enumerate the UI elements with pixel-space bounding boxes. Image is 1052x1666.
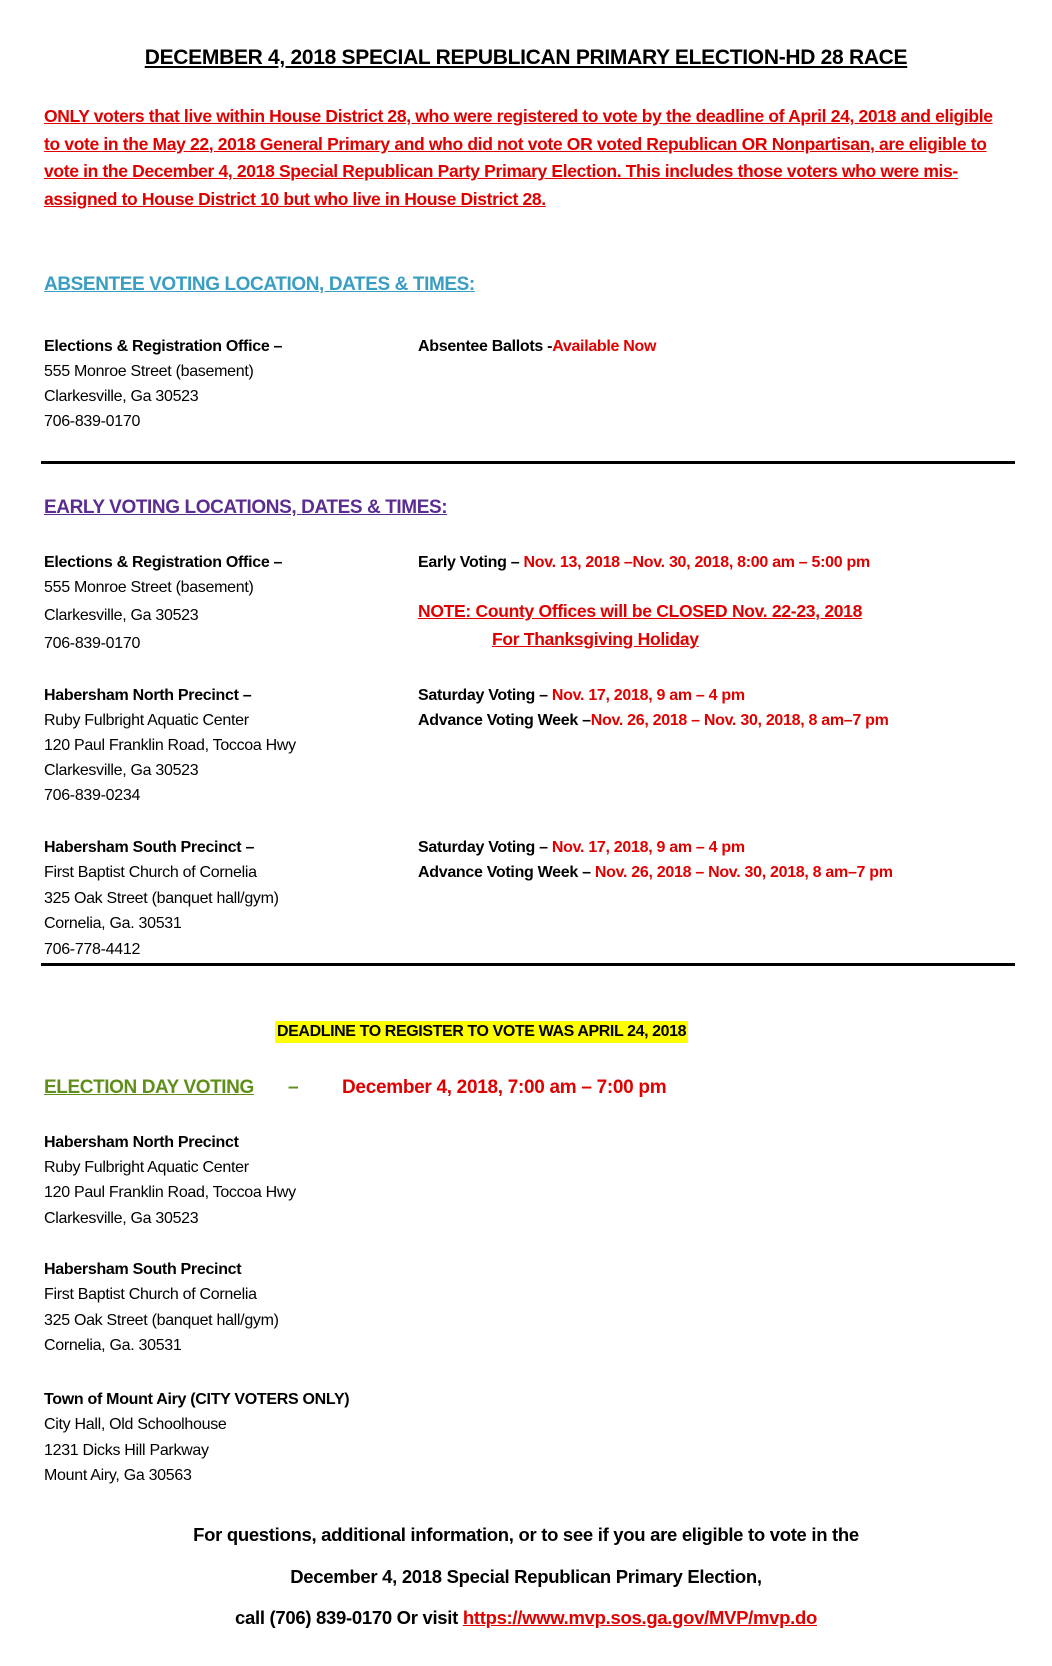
schedule-value: Nov. 13, 2018 –Nov. 30, 2018, 8:00 am – 5:00 pm: [523, 554, 870, 571]
early-voting-heading: EARLY VOTING LOCATIONS, DATES & TIMES:: [44, 497, 448, 518]
absentee-ballots-label: Absentee Ballots -: [418, 338, 553, 355]
eligibility-notice: ONLY voters that live within House District 28, who were registered to vote by the deadline of April 24, 2018 and eligible to vote in the May 22, 2018 General Primary and who did not vote OR voted Republican OR Nonpartisan, are eligible to vote in the December 4, 2018 Special Republican Party Primary Election. This includes those voters who were mis-assigned to House District 10 but who live in House District 28.: [44, 106, 993, 209]
election-location-name: Town of Mount Airy (CITY VOTERS ONLY): [44, 1391, 350, 1408]
election-location-line: Clarkesville, Ga 30523: [44, 1210, 199, 1227]
election-day-date: December 4, 2018, 7:00 am – 7:00 pm: [342, 1077, 667, 1098]
early-location-line: Clarkesville, Ga 30523: [44, 762, 199, 779]
absentee-location-line: 555 Monroe Street (basement): [44, 363, 254, 380]
election-day-heading: ELECTION DAY VOTING: [44, 1077, 254, 1098]
early-location-line: 325 Oak Street (banquet hall/gym): [44, 890, 279, 907]
schedule-value: Nov. 26, 2018 – Nov. 30, 2018, 8 am–7 pm: [590, 712, 889, 729]
page-title: DECEMBER 4, 2018 SPECIAL REPUBLICAN PRIMARY ELECTION-HD 28 RACE: [144, 46, 908, 69]
footer-line: December 4, 2018 Special Republican Primary Election,: [290, 1566, 762, 1587]
mvp-link[interactable]: https://www.mvp.sos.ga.gov/MVP/mvp.do: [462, 1607, 817, 1628]
schedule-label: Saturday Voting –: [418, 839, 552, 856]
closure-note: NOTE: County Offices will be CLOSED Nov. 22-23, 2018: [418, 601, 863, 621]
section-divider: [41, 963, 1015, 966]
election-location-line: 325 Oak Street (banquet hall/gym): [44, 1312, 279, 1329]
early-location-line: Clarkesville, Ga 30523: [44, 607, 199, 624]
schedule-label: Advance Voting Week –: [418, 712, 591, 729]
early-location-line: Ruby Fulbright Aquatic Center: [44, 712, 249, 729]
early-location-line: 120 Paul Franklin Road, Toccoa Hwy: [44, 737, 296, 754]
election-location-line: City Hall, Old Schoolhouse: [44, 1416, 227, 1433]
election-location-line: Cornelia, Ga. 30531: [44, 1337, 182, 1354]
election-location-name: Habersham North Precinct: [44, 1134, 239, 1151]
footer-line: For questions, additional information, or to see if you are eligible to vote in the: [193, 1524, 859, 1545]
schedule-value: Nov. 17, 2018, 9 am – 4 pm: [551, 839, 745, 856]
election-location-name: Habersham South Precinct: [44, 1261, 242, 1278]
early-schedule-item: [418, 550, 870, 576]
absentee-location-line: Clarkesville, Ga 30523: [44, 388, 199, 405]
footer-contact: [0, 1607, 1052, 1629]
early-location-line: Cornelia, Ga. 30531: [44, 915, 182, 932]
early-schedule-item: [418, 835, 745, 861]
early-schedule-item: [418, 708, 889, 734]
election-location-line: Ruby Fulbright Aquatic Center: [44, 1159, 249, 1176]
early-schedule-item: [418, 683, 745, 709]
election-location-line: 120 Paul Franklin Road, Toccoa Hwy: [44, 1184, 296, 1201]
early-location-line: 555 Monroe Street (basement): [44, 579, 254, 596]
absentee-heading: ABSENTEE VOTING LOCATION, DATES & TIMES:: [44, 274, 475, 295]
schedule-label: Early Voting –: [418, 554, 524, 571]
absentee-location-line: 706-839-0170: [44, 413, 141, 430]
registration-deadline-banner: DEADLINE TO REGISTER TO VOTE WAS APRIL 24, 2018: [275, 1021, 688, 1043]
schedule-label: Saturday Voting –: [418, 687, 552, 704]
early-location-name: Habersham South Precinct –: [44, 839, 255, 856]
early-location-line: 706-839-0170: [44, 635, 141, 652]
early-location-line: 706-839-0234: [44, 787, 141, 804]
absentee-ballots-status: Available Now: [552, 338, 657, 355]
early-location-name: Habersham North Precinct –: [44, 687, 252, 704]
schedule-value: Nov. 17, 2018, 9 am – 4 pm: [551, 687, 745, 704]
early-location-line: 706-778-4412: [44, 941, 141, 958]
footer-contact-text: call (706) 839-0170 Or visit: [235, 1607, 463, 1628]
schedule-value: Nov. 26, 2018 – Nov. 30, 2018, 8 am–7 pm: [594, 864, 893, 881]
absentee-ballots-info: [418, 334, 656, 360]
schedule-label: Advance Voting Week –: [418, 864, 595, 881]
election-location-line: 1231 Dicks Hill Parkway: [44, 1442, 209, 1459]
election-day-dash: –: [288, 1077, 299, 1098]
early-location-name: Elections & Registration Office –: [44, 554, 283, 571]
absentee-location-name: Elections & Registration Office –: [44, 338, 283, 355]
election-location-line: Mount Airy, Ga 30563: [44, 1467, 192, 1484]
early-location-line: First Baptist Church of Cornelia: [44, 864, 257, 881]
early-schedule-item: [418, 860, 893, 886]
section-divider: [41, 461, 1015, 464]
election-location-line: First Baptist Church of Cornelia: [44, 1286, 257, 1303]
closure-note-reason: For Thanksgiving Holiday: [492, 629, 699, 649]
